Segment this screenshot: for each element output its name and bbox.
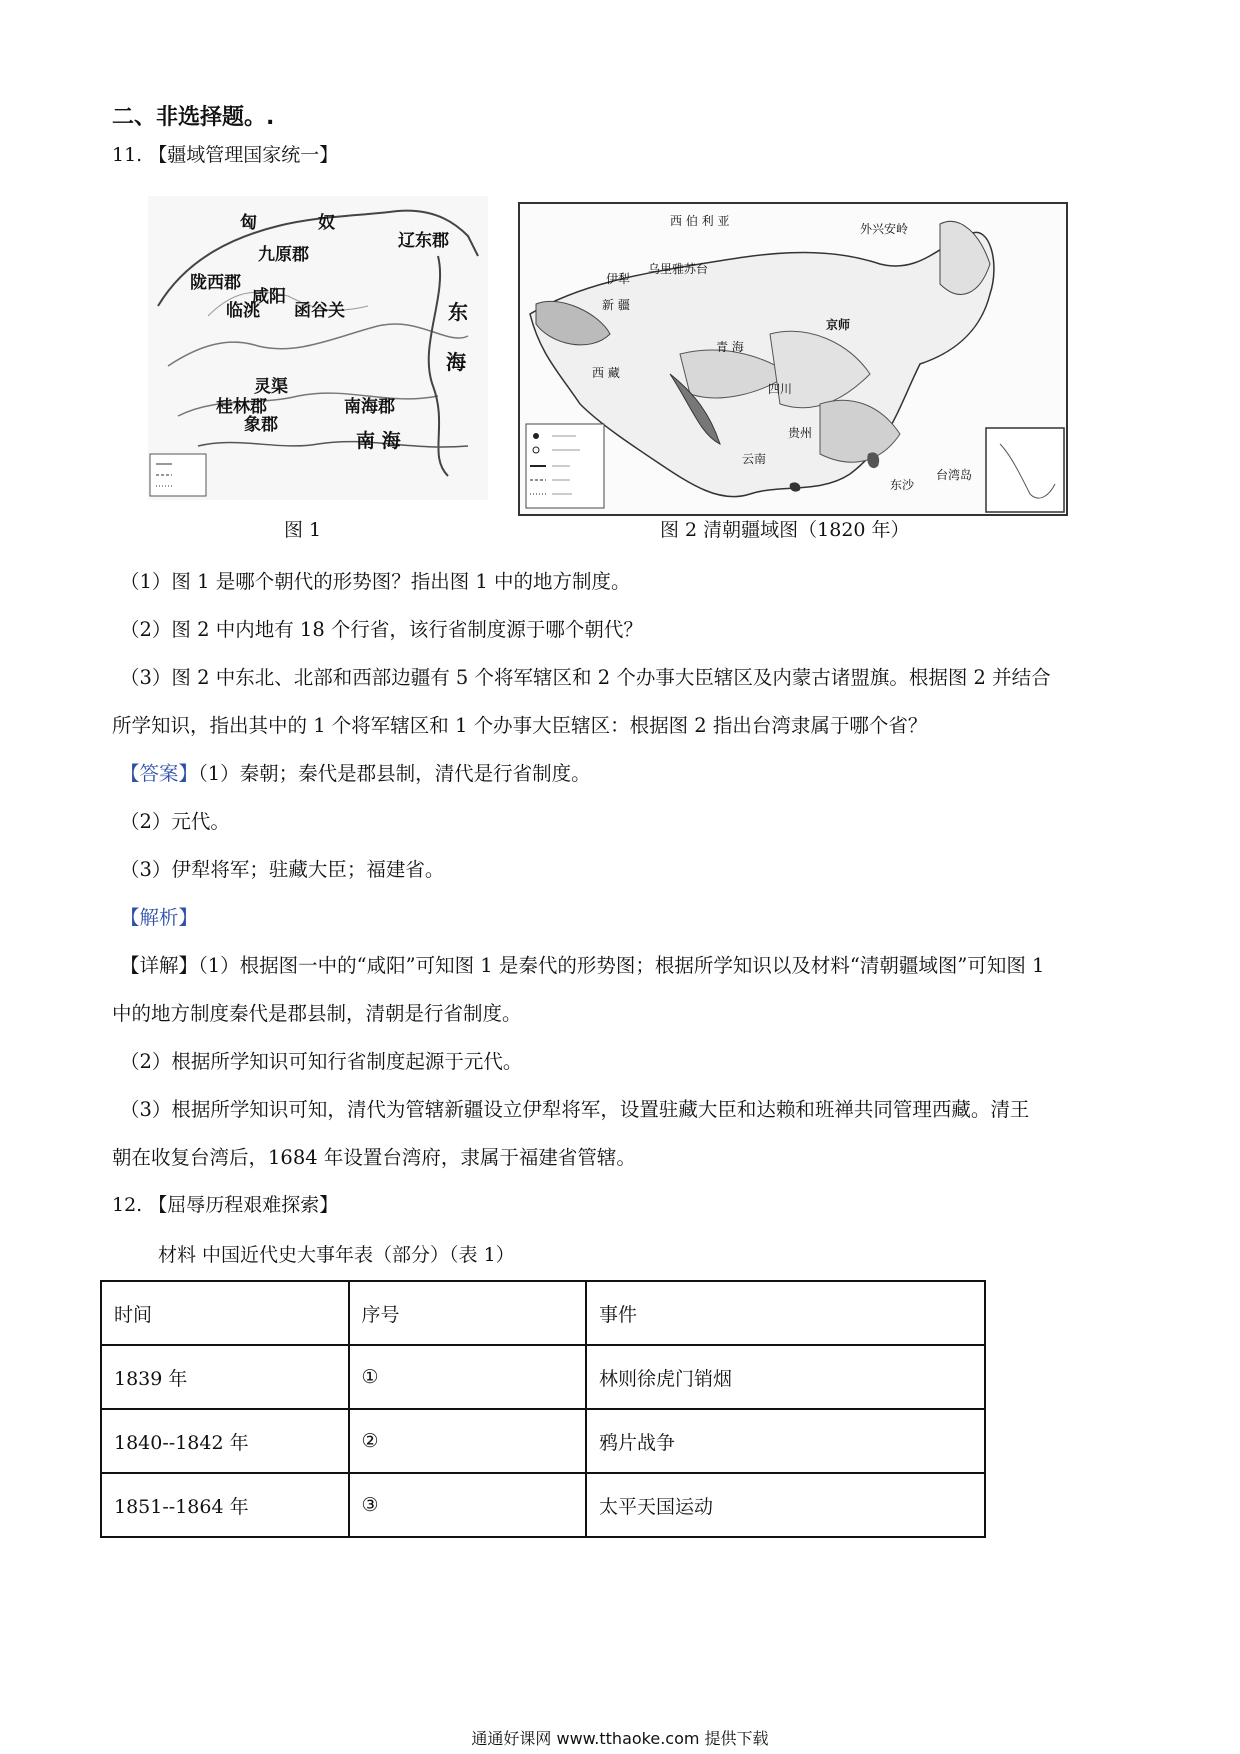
- map-label: 西 伯 利 亚: [670, 214, 730, 228]
- map-label: 辽东郡: [398, 231, 449, 251]
- table-cell: 林则徐虎门销烟: [586, 1345, 985, 1409]
- map-label: 云南: [742, 452, 767, 466]
- map-label: 西 藏: [592, 366, 620, 380]
- question-line: （3）图 2 中东北、北部和西部边疆有 5 个将军辖区和 2 个办事大臣辖区及内蒙古诸盟旗。根据图 2 并结合: [120, 666, 1051, 689]
- map-label: 东沙: [890, 478, 915, 492]
- map-label: 九原郡: [258, 245, 309, 265]
- figure-1-caption: 图 1: [284, 519, 322, 541]
- table-cell: 1839 年: [101, 1345, 349, 1409]
- map-label: 匈: [240, 213, 257, 233]
- detail-line: [120, 950, 1044, 978]
- map-label: 灵渠: [254, 377, 288, 397]
- map-label: 四川: [768, 382, 793, 396]
- events-table: [100, 1280, 986, 1538]
- map-label: 桂林郡: [216, 397, 267, 417]
- answer-text: （1）秦朝；秦代是郡县制，清代是行省制度。: [198, 762, 591, 785]
- table-cell: ①: [349, 1345, 586, 1409]
- table-header-cell: 事件: [586, 1281, 985, 1345]
- detail-line: （3）根据所学知识可知，清代为管辖新疆设立伊犁将军，设置驻藏大臣和达赖和班禅共同管理西藏。清王: [120, 1098, 1030, 1121]
- analysis-label: 【解析】: [120, 906, 199, 929]
- map-label: 青 海: [716, 340, 744, 354]
- map-label: 京师: [826, 318, 851, 332]
- table-cell: 1840--1842 年: [101, 1409, 349, 1473]
- figure-2-caption: 图 2 清朝疆域图（1820 年）: [660, 519, 910, 541]
- map-label: 南 海: [356, 430, 401, 452]
- detail-line: （2）根据所学知识可知行省制度起源于元代。: [120, 1050, 523, 1073]
- map-label: 海: [446, 350, 466, 374]
- map-label: 咸阳: [252, 287, 286, 307]
- table-cell: 鸦片战争: [586, 1409, 985, 1473]
- table-cell: ③: [349, 1473, 586, 1537]
- map-label: 函谷关: [294, 301, 345, 321]
- material-title: 材料 中国近代史大事年表（部分）（表 1）: [158, 1244, 515, 1266]
- map-label: 台湾岛: [936, 468, 973, 482]
- table-row: [101, 1473, 985, 1537]
- section-title: 二、非选择题。.: [112, 105, 275, 130]
- detail-label: 【详解】: [120, 954, 199, 977]
- table-cell: ②: [349, 1409, 586, 1473]
- detail-line: 朝在收复台湾后，1684 年设置台湾府，隶属于福建省管辖。: [112, 1146, 636, 1169]
- figure-2-map-drawing: [520, 204, 1066, 514]
- map-label: 贵州: [788, 426, 813, 440]
- page-footer: 通通好课网 www.tthaoke.com 提供下载: [471, 1729, 769, 1748]
- table-row: [101, 1409, 985, 1473]
- map-label: 奴: [318, 213, 335, 233]
- table-header-row: [101, 1281, 985, 1345]
- map-label: 象郡: [244, 415, 278, 435]
- table-row: [101, 1345, 985, 1409]
- detail-text: （1）根据图一中的“咸阳”可知图 1 是秦代的形势图；根据所学知识以及材料“清朝疆域图”可知图 1: [198, 954, 1045, 977]
- figure-2-map: [518, 202, 1068, 516]
- question-line: 所学知识，指出其中的 1 个将军辖区和 1 个办事大臣辖区：根据图 2 指出台湾隶属于哪个省？: [112, 714, 928, 737]
- table-cell: 太平天国运动: [586, 1473, 985, 1537]
- detail-line: 中的地方制度秦代是郡县制，清朝是行省制度。: [112, 1002, 522, 1025]
- map-label: 伊犁: [606, 272, 631, 286]
- answer-line: （2）元代。: [120, 810, 230, 833]
- table-header-cell: 序号: [349, 1281, 586, 1345]
- answer-label: 【答案】: [120, 762, 199, 785]
- map-label: 陇西郡: [190, 273, 241, 293]
- map-label: 东: [448, 300, 468, 324]
- figure-1-map: [148, 196, 488, 500]
- question-line: （2）图 2 中内地有 18 个行省，该行省制度源于哪个朝代？: [120, 618, 643, 641]
- map-label: 乌里雅苏台: [648, 262, 709, 276]
- answer-line: （3）伊犁将军；驻藏大臣；福建省。: [120, 858, 445, 881]
- table-cell: 1851--1864 年: [101, 1473, 349, 1537]
- question-12-heading: 12. 【屈辱历程艰难探索】: [112, 1194, 339, 1216]
- map-label: 临洮: [226, 301, 260, 321]
- answer-line: [120, 758, 591, 786]
- map-label: 外兴安岭: [860, 222, 909, 236]
- map-label: 南海郡: [344, 397, 395, 417]
- map-label: 新 疆: [602, 298, 630, 312]
- table-header-cell: 时间: [101, 1281, 349, 1345]
- question-11-heading: 11. 【疆域管理国家统一】: [112, 144, 339, 166]
- question-line: （1）图 1 是哪个朝代的形势图？指出图 1 中的地方制度。: [120, 570, 631, 593]
